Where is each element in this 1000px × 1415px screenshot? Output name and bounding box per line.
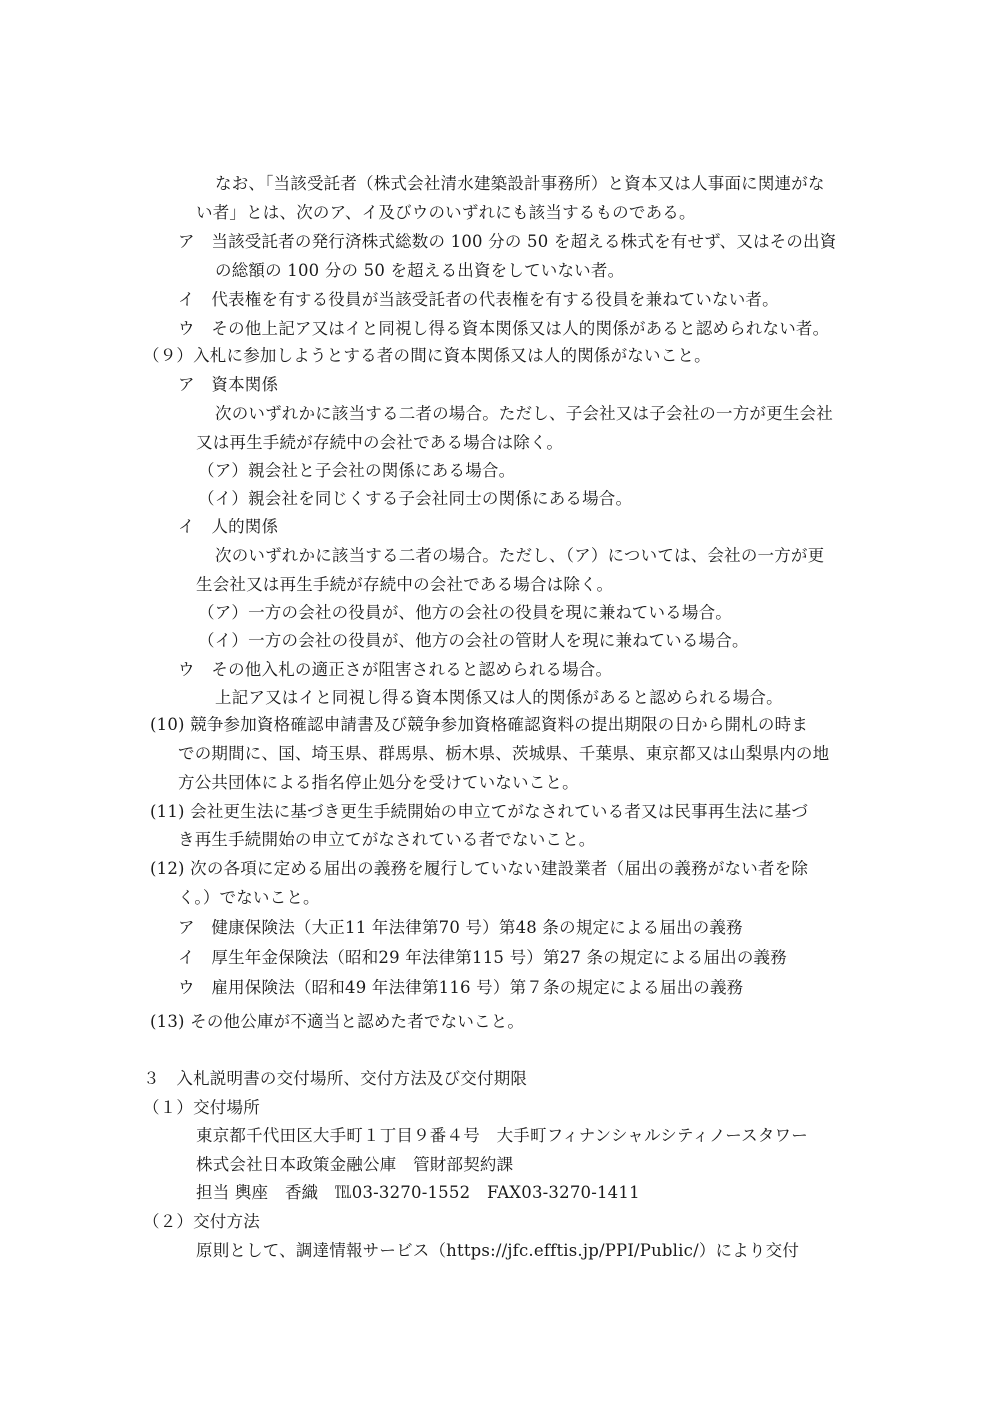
text-line: の総額の 100 分の 50 を超える出資をしていない者。 <box>215 261 625 280</box>
text-line: (11) 会社更生法に基づき更生手続開始の申立てがなされている者又は民事再生法に基づ <box>150 802 809 821</box>
text-line: ア 資本関係 <box>178 375 279 394</box>
text-line: 又は再生手続が存続中の会社である場合は除く。 <box>196 433 564 452</box>
text-line: ウ その他上記ア又はイと同視し得る資本関係又は人的関係があると認められない者。 <box>178 319 830 338</box>
text-line: 次のいずれかに該当する二者の場合。ただし、子会社又は子会社の一方が更生会社 <box>215 404 833 423</box>
text-line: ウ その他入札の適正さが阻害されると認められる場合。 <box>178 660 613 679</box>
text-line: （１）交付場所 <box>143 1098 260 1117</box>
text-line: 生会社又は再生手続が存続中の会社である場合は除く。 <box>196 575 614 594</box>
section-heading: ３ 入札説明書の交付場所、交付方法及び交付期限 <box>143 1069 528 1088</box>
text-line: イ 人的関係 <box>178 517 279 536</box>
text-line: （９）入札に参加しようとする者の間に資本関係又は人的関係がないこと。 <box>143 346 711 365</box>
text-line: イ 代表権を有する役員が当該受託者の代表権を有する役員を兼ねていない者。 <box>178 290 779 309</box>
text-line: 東京都千代田区大手町１丁目９番４号 大手町フィナンシャルシティノースタワー <box>196 1126 808 1145</box>
text-line: (13) その他公庫が不適当と認めた者でないこと。 <box>150 1012 525 1031</box>
text-line: く。）でないこと。 <box>178 888 320 907</box>
text-line: での期間に、国、埼玉県、群馬県、栃木県、茨城県、千葉県、東京都又は山梨県内の地 <box>178 744 830 763</box>
text-line: ウ 雇用保険法（昭和49 年法律第116 号）第７条の規定による届出の義務 <box>178 978 744 997</box>
text-line: 株式会社日本政策金融公庫 管財部契約課 <box>196 1155 514 1174</box>
text-line: ア 健康保険法（大正11 年法律第70 号）第48 条の規定による届出の義務 <box>178 918 743 937</box>
text-line: （ア）親会社と子会社の関係にある場合。 <box>198 461 516 480</box>
text-line: (12) 次の各項に定める届出の義務を履行していない建設業者（届出の義務がない者を除 <box>150 859 809 878</box>
text-line: （イ）一方の会社の役員が、他方の会社の管財人を現に兼ねている場合。 <box>198 631 749 650</box>
text-line: 原則として、調達情報サービス（https://jfc.efftis.jp/PPI/Public/）により交付 <box>196 1241 800 1260</box>
text-line: 次のいずれかに該当する二者の場合。ただし、（ア）については、会社の一方が更 <box>215 546 825 565</box>
text-line: ア 当該受託者の発行済株式総数の 100 分の 50 を超える株式を有せず、又はその出資 <box>178 232 837 251</box>
text-line: （２）交付方法 <box>143 1212 260 1231</box>
text-line: き再生手続開始の申立てがなされている者でないこと。 <box>178 830 596 849</box>
text-line: （イ）親会社を同じくする子会社同士の関係にある場合。 <box>198 489 633 508</box>
text-line: 担当 輿座 香織 ℡03-3270-1552 FAX03-3270-1411 <box>196 1183 640 1202</box>
text-line: 上記ア又はイと同視し得る資本関係又は人的関係があると認められる場合。 <box>215 688 783 707</box>
text-line: イ 厚生年金保険法（昭和29 年法律第115 号）第27 条の規定による届出の義務 <box>178 948 787 967</box>
text-line: 方公共団体による指名停止処分を受けていないこと。 <box>178 773 579 792</box>
text-line: い者」とは、次のア、イ及びウのいずれにも該当するものである。 <box>196 203 696 222</box>
text-line: (10) 競争参加資格確認申請書及び競争参加資格確認資料の提出期限の日から開札の時ま <box>150 715 809 734</box>
text-line: なお、「当該受託者（株式会社清水建築設計事務所）と資本又は人事面に関連がな <box>215 174 825 193</box>
text-line: （ア）一方の会社の役員が、他方の会社の役員を現に兼ねている場合。 <box>198 603 732 622</box>
